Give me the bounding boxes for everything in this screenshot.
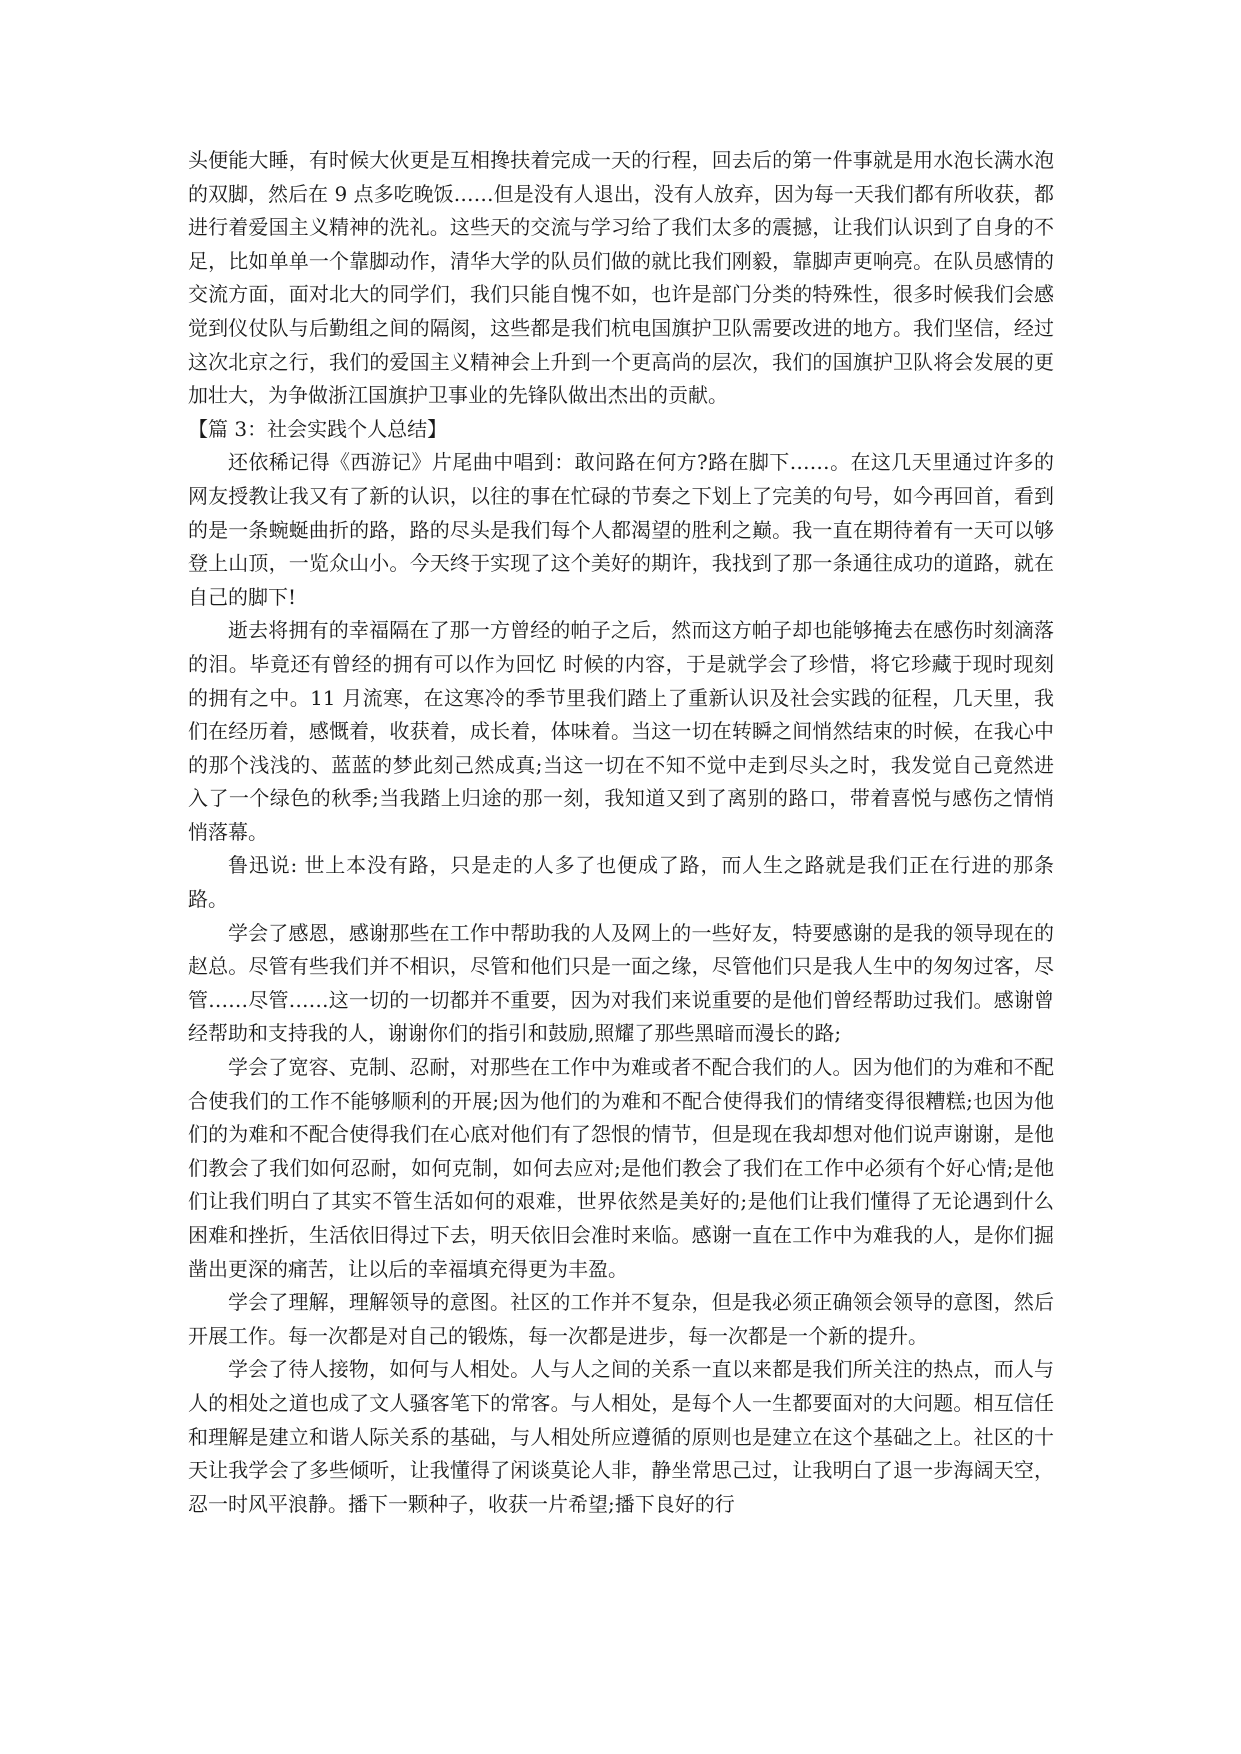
paragraph: 还依稀记得《西游记》片尾曲中唱到：敢问路在何方?路在脚下……。在这几天里通过许多的网友授教让我又有了新的认识，以往的事在忙碌的节奏之下划上了完美的句号，如今再回首，看到的是一条蜿蜒曲折的路，路的尽头是我们每个人都渴望的胜利之巅。我一直在期待着有一天可以够登上山顶，一览众山小。今天终于实现了这个美好的期许，我找到了那一条通往成功的道路，就在自己的脚下! bbox=[188, 450, 1054, 609]
paragraph: 学会了待人接物，如何与人相处。人与人之间的关系一直以来都是我们所关注的热点，而人与人的相处之道也成了文人骚客笔下的常客。与人相处，是每个人一生都要面对的大问题。相互信任和理解是建立和谐人际关系的基础，与人相处所应遵循的原则也是建立在这个基础之上。社区的十天让我学会了多些倾听，让我懂得了闲谈莫论人非，静坐常思己过，让我明白了退一步海阔天空，忍一时风平浪静。播下一颗种子，收获一片希望;播下良好的行 bbox=[188, 1357, 1054, 1516]
paragraph-continued: 头便能大睡，有时候大伙更是互相搀扶着完成一天的行程，回去后的第一件事就是用水泡长满水泡的双脚，然后在 9 点多吃晚饭……但是没有人退出，没有人放弃，因为每一天我们都有所收获，都进行着爱国主义精神的洗礼。这些天的交流与学习给了我们太多的震撼，让我们认识到了自身的不足，比如单单一个靠脚动作，清华大学的队员们做的就比我们刚毅，靠脚声更响亮。在队员感情的交流方面，面对北大的同学们，我们只能自愧不如，也许是部门分类的特殊性，很多时候我们会感觉到仪仗队与后勤组之间的隔阂，这些都是我们杭电国旗护卫队需要改进的地方。我们坚信，经过这次北京之行，我们的爱国主义精神会上升到一个更高尚的层次，我们的国旗护卫队将会发展的更加壮大，为争做浙江国旗护卫事业的先锋队做出杰出的贡献。 bbox=[188, 148, 1054, 408]
document-body bbox=[188, 144, 1054, 1521]
paragraph: 鲁迅说: 世上本没有路，只是走的人多了也便成了路，而人生之路就是我们正在行进的那条路。 bbox=[188, 853, 1054, 912]
paragraph: 学会了理解，理解领导的意图。社区的工作并不复杂，但是我必须正确领会领导的意图，然后开展工作。每一次都是对自己的锻炼，每一次都是进步，每一次都是一个新的提升。 bbox=[188, 1290, 1054, 1348]
paragraph: 逝去将拥有的幸福隔在了那一方曾经的帕子之后，然而这方帕子却也能够掩去在感伤时刻滴落的泪。毕竟还有曾经的拥有可以作为回忆 时候的内容，于是就学会了珍惜，将它珍藏于现时现刻的拥有之中。11 月流寒，在这寒冷的季节里我们踏上了重新认识及社会实践的征程，几天里，我们在经历着，感慨着，收获着，成长着，体味着。当这一切在转瞬之间悄然结束的时候，在我心中的那个浅浅的、蓝蓝的梦此刻己然成真;当这一切在不知不觉中走到尽头之时，我发觉自己竟然进入了一个绿色的秋季;当我踏上归途的那一刻，我知道又到了离别的路口，带着喜悦与感伤之情悄悄落幕。 bbox=[188, 618, 1054, 844]
paragraph: 学会了宽容、克制、忍耐，对那些在工作中为难或者不配合我们的人。因为他们的为难和不配合使我们的工作不能够顺利的开展;因为他们的为难和不配合使得我们的情绪变得很糟糕;也因为他们的为难和不配合使得我们在心底对他们有了怨恨的情节，但是现在我却想对他们说声谢谢，是他们教会了我们如何忍耐，如何克制，如何去应对;是他们教会了我们在工作中必须有个好心情;是他们让我们明白了其实不管生活如何的艰难，世界依然是美好的;是他们让我们懂得了无论遇到什么困难和挫折，生活依旧得过下去，明天依旧会准时来临。感谢一直在工作中为难我的人，是你们掘凿出更深的痛苦，让以后的幸福填充得更为丰盈。 bbox=[188, 1055, 1054, 1281]
section-heading: 【篇 3：社会实践个人总结】 bbox=[188, 416, 448, 441]
paragraph: 学会了感恩，感谢那些在工作中帮助我的人及网上的一些好友，特要感谢的是我的领导现在的赵总。尽管有些我们并不相识，尽管和他们只是一面之缘，尽管他们只是我人生中的匆匆过客，尽管……尽管……这一切的一切都并不重要，因为对我们来说重要的是他们曾经帮助过我们。感谢曾经帮助和支持我的人，谢谢你们的指引和鼓励,照耀了那些黑暗而漫长的路; bbox=[188, 920, 1054, 1046]
